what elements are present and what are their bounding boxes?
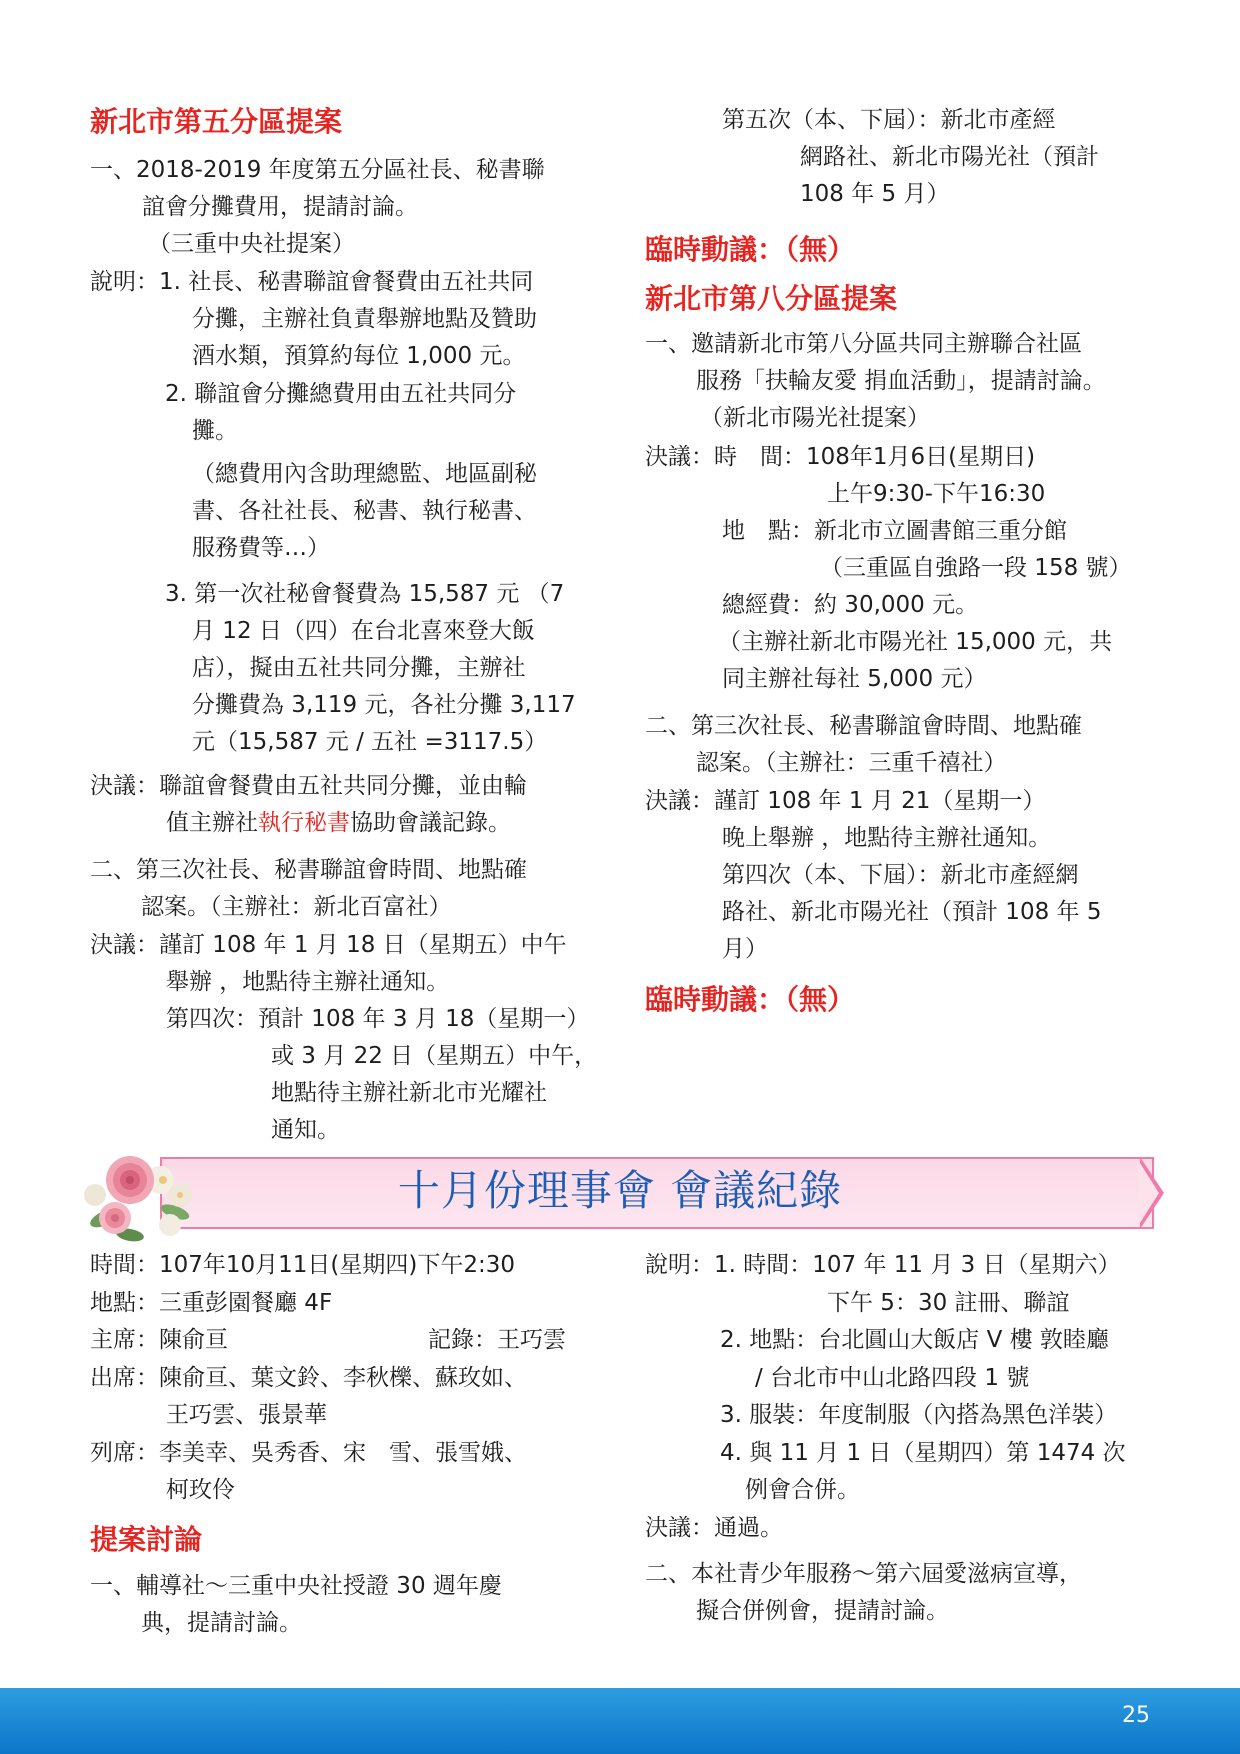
resolution-1-line <box>166 805 511 842</box>
proposal-8-2-line: 認案。（主辦社：三重千禧社） <box>696 750 1007 776</box>
resolution-8-2-line: 第四次（本、下屆）：新北市產經網 <box>722 862 1079 888</box>
resolution-1-line: 決議：聯誼會餐費由五社共同分攤，並由輪 <box>90 773 527 799</box>
description-line: 下午 5：30 註冊、聯誼 <box>827 1290 1070 1316</box>
resolution-1-text: 值主辦社 <box>166 810 258 836</box>
fifth-meeting-line: 第五次（本、下屆）：新北市產經 <box>722 107 1056 133</box>
description-line: 3. 服裝：年度制服（內搭為黑色洋裝） <box>720 1402 1118 1428</box>
proposal-line: 一、輔導社～三重中央社授證 30 週年慶 <box>90 1573 502 1599</box>
note-3-line: 3. 第一次社秘會餐費為 15,587 元 （7 <box>165 581 565 607</box>
observers-line: 列席：李美幸、吳秀香、宋 雪、張雪娥、 <box>90 1440 527 1466</box>
note-1-line: 分攤，主辦社負責舉辦地點及贊助 <box>192 306 537 332</box>
proposal-line: 擬合併例會，提請討論。 <box>696 1598 949 1624</box>
note-3-line: 分攤費為 3,119 元，各社分攤 3,117 <box>192 692 576 718</box>
description-line: 說明：1. 時間：107 年 11 月 3 日（星期六） <box>645 1252 1121 1278</box>
description-line: 2. 地點：台北圓山大飯店 V 樓 敦睦廳 <box>720 1327 1109 1353</box>
proposal-2-line: 二、第三次社長、秘書聯誼會時間、地點確 <box>90 857 527 883</box>
meeting-time: 時間：107年10月11日(星期四)下午2:30 <box>90 1252 516 1278</box>
note-1-line: 酒水類，預算約每位 1,000 元。 <box>192 343 526 369</box>
resolution-2-line: 通知。 <box>271 1117 340 1143</box>
resolution-8-1-line: 決議：時 間：108年1月6日(星期日) <box>645 444 1036 470</box>
note-3-line: 店），擬由五社共同分攤，主辦社 <box>192 655 526 681</box>
resolution-line: 決議：通過。 <box>645 1515 783 1541</box>
banner-arrow-tip-inner <box>1138 1160 1159 1226</box>
section-heading-district5: 新北市第五分區提案 <box>90 105 343 138</box>
proposal-2-line: 認案。（主辦社：新北百富社） <box>141 894 452 920</box>
note-3-line: 元（15,587 元 / 五社 =3117.5） <box>192 729 548 755</box>
meeting-chair: 主席：陳俞亘 <box>90 1327 228 1353</box>
proposal-8-1-line: 服務「扶輪友愛 捐血活動」，提請討論。 <box>696 368 1106 394</box>
description-line: 例會合併。 <box>745 1477 860 1503</box>
resolution-2-line: 舉辦 ，地點待主辦社通知。 <box>166 969 450 995</box>
resolution-1-text: 協助會議記錄。 <box>350 810 511 836</box>
proposal-line: 二、本社青少年服務～第六屆愛滋病宣導， <box>645 1561 1082 1587</box>
note-2-line: 攤。 <box>192 418 238 444</box>
proposal-8-2-line: 二、第三次社長、秘書聯誼會時間、地點確 <box>645 713 1082 739</box>
highlight-exec-secretary: 執行秘書 <box>258 810 350 836</box>
note-2-line: 服務費等…） <box>192 535 330 561</box>
resolution-8-1-line: （主辦社新北市陽光社 15,000 元，共 <box>718 629 1113 655</box>
fifth-meeting-line: 網路社、新北市陽光社（預計 <box>800 144 1099 170</box>
note-1-line: 說明：1. 社長、秘書聯誼會餐費由五社共同 <box>90 269 534 295</box>
resolution-2-line: 第四次：預計 108 年 3 月 18（星期一） <box>166 1006 590 1032</box>
proposal-8-1-line: （新北市陽光社提案） <box>700 405 930 431</box>
banner-title: 十月份理事會 會議紀錄 <box>397 1166 843 1215</box>
proposal-1-line: （三重中央社提案） <box>148 231 355 257</box>
resolution-8-1-line: （三重區自強路一段 158 號） <box>820 555 1132 581</box>
meeting-recorder: 記錄：王巧雲 <box>428 1327 566 1353</box>
resolution-2-line: 決議：謹訂 108 年 1 月 18 日（星期五）中午 <box>90 932 567 958</box>
resolution-8-2-line: 月） <box>722 936 768 962</box>
proposal-1-line: 一、2018-2019 年度第五分區社長、秘書聯 <box>90 157 545 183</box>
discussion-heading: 提案討論 <box>90 1523 203 1556</box>
impromptu-motion: 臨時動議：（無） <box>645 983 856 1016</box>
description-line: 4. 與 11 月 1 日（星期四）第 1474 次 <box>720 1440 1126 1466</box>
resolution-8-2-line: 晚上舉辦 ，地點待主辦社通知。 <box>722 825 1052 851</box>
note-2-line: 2. 聯誼會分攤總費用由五社共同分 <box>165 381 517 407</box>
attendees-line: 出席：陳俞亘、葉文鈴、李秋櫟、蘇玫如、 <box>90 1365 527 1391</box>
proposal-line: 典，提請討論。 <box>141 1610 302 1636</box>
section-heading-district8: 新北市第八分區提案 <box>645 282 898 315</box>
note-3-line: 月 12 日（四）在台北喜來登大飯 <box>192 618 535 644</box>
note-2-line: （總費用內含助理總監、地區副秘 <box>192 461 537 487</box>
resolution-2-line: 或 3 月 22 日（星期五）中午， <box>271 1043 598 1069</box>
footer-bar <box>0 1688 1240 1754</box>
resolution-8-1-line: 總經費：約 30,000 元。 <box>722 592 979 618</box>
resolution-8-2-line: 決議：謹訂 108 年 1 月 21（星期一） <box>645 788 1046 814</box>
resolution-8-2-line: 路社、新北市陽光社（預計 108 年 5 <box>722 899 1102 925</box>
note-2-line: 書、各社社長、秘書、執行秘書、 <box>192 498 537 524</box>
meeting-place: 地點：三重彭園餐廳 4F <box>90 1290 333 1316</box>
resolution-2-line: 地點待主辦社新北市光耀社 <box>271 1080 547 1106</box>
description-line: / 台北市中山北路四段 1 號 <box>755 1365 1030 1391</box>
page-number: 25 <box>1122 1703 1150 1728</box>
pink-roses <box>99 1156 154 1234</box>
proposal-1-line: 誼會分攤費用，提請討論。 <box>142 194 418 220</box>
resolution-8-1-line: 地 點：新北市立圖書館三重分館 <box>722 518 1067 544</box>
observers-line: 柯玫伶 <box>166 1477 235 1503</box>
fifth-meeting-line: 108 年 5 月） <box>800 181 950 207</box>
attendees-line: 王巧雲、張景華 <box>166 1402 327 1428</box>
proposal-8-1-line: 一、邀請新北市第八分區共同主辦聯合社區 <box>645 331 1082 357</box>
resolution-8-1-line: 同主辦社每社 5,000 元） <box>722 666 987 692</box>
flower-icon <box>75 1140 205 1245</box>
impromptu-motion: 臨時動議：（無） <box>645 233 856 266</box>
resolution-8-1-line: 上午9:30-下午16:30 <box>827 481 1046 507</box>
